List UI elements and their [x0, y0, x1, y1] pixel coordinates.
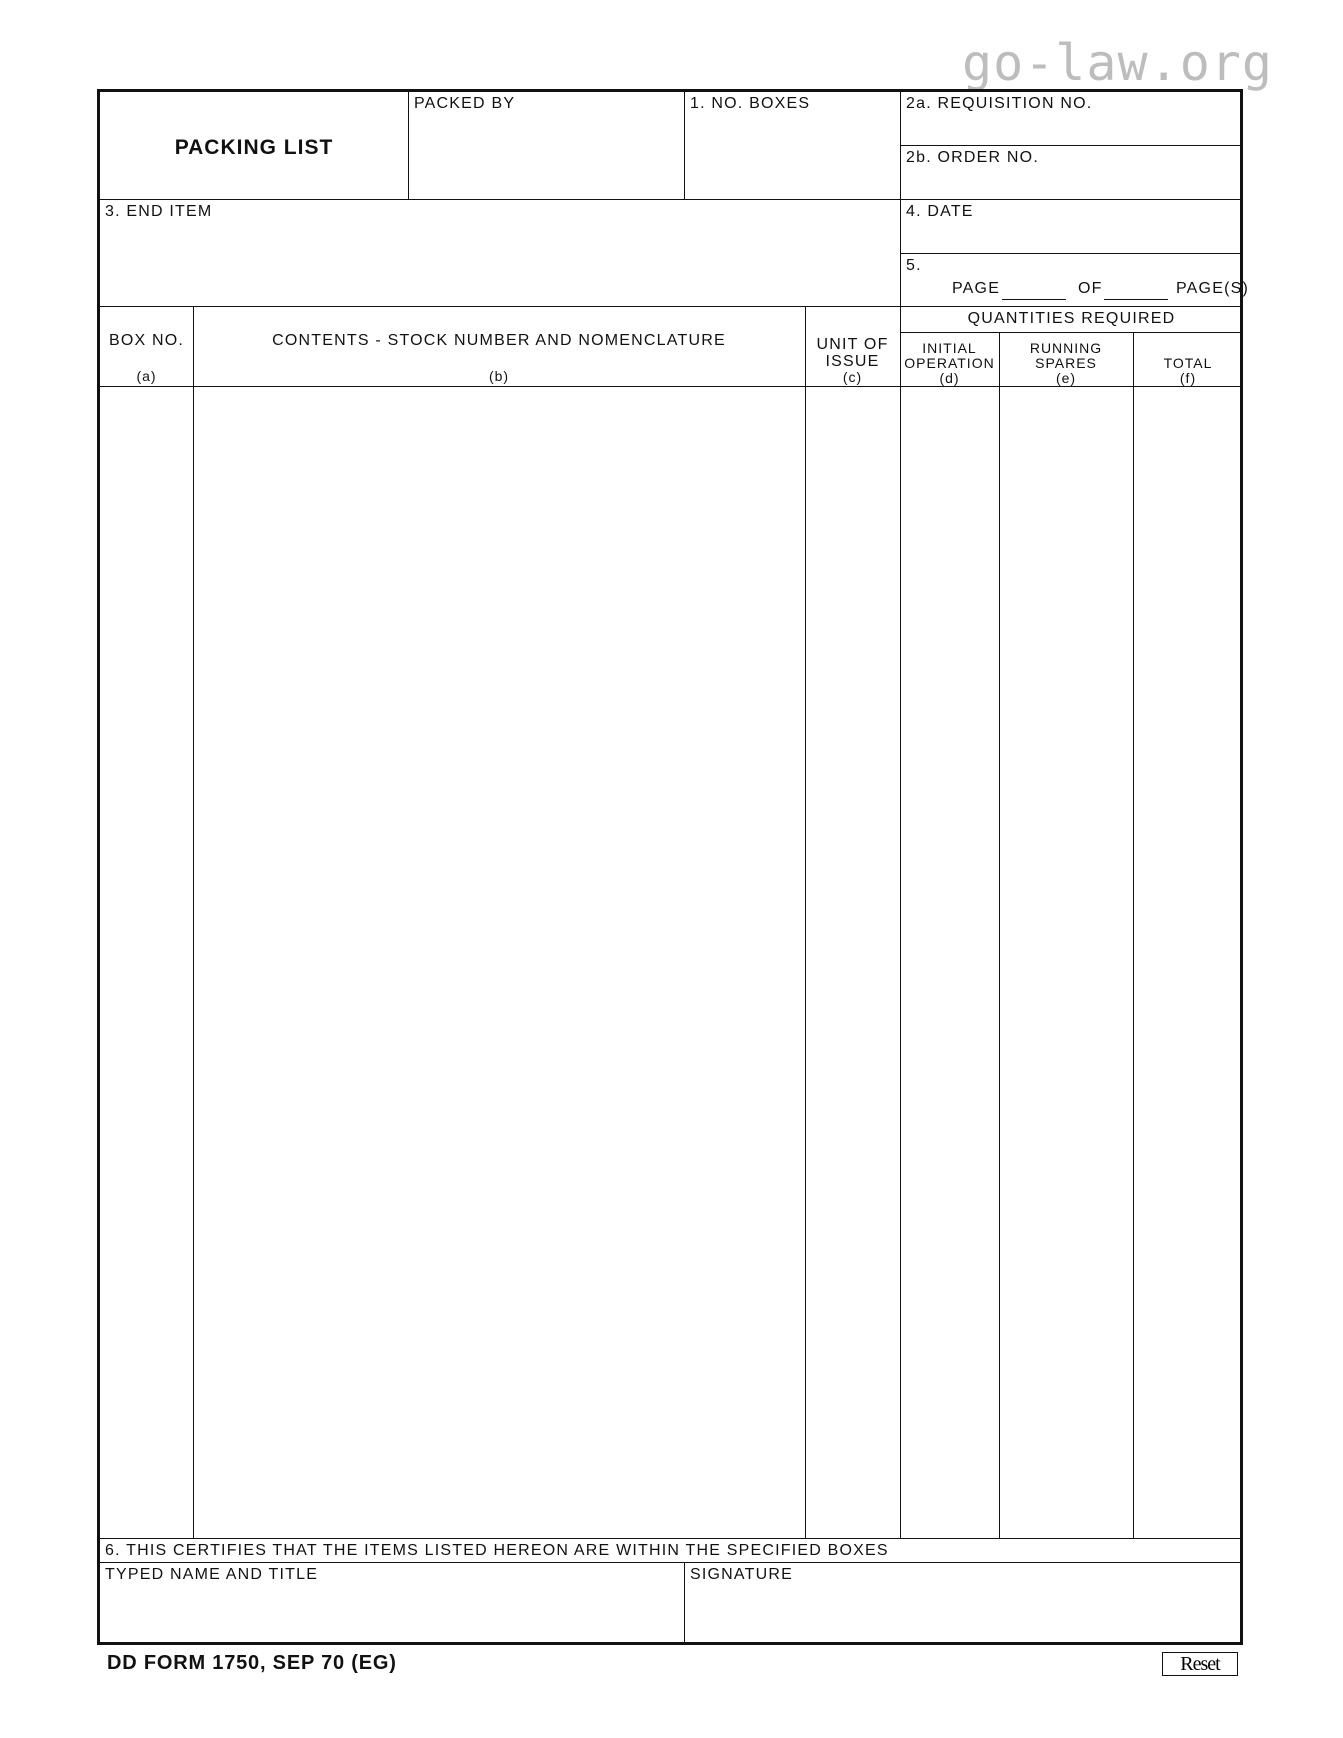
divider: [100, 1538, 1243, 1539]
page-blank-line: [1002, 299, 1066, 300]
pages-label: PAGE(S): [1176, 280, 1250, 297]
packing-list-form: [97, 89, 1250, 1645]
no-boxes-label: 1. NO. BOXES: [690, 95, 811, 112]
signature-field[interactable]: [688, 1586, 1239, 1642]
date-label: 4. DATE: [906, 203, 974, 220]
of-label: OF: [1078, 280, 1103, 297]
signature-label: SIGNATURE: [690, 1566, 793, 1583]
divider: [193, 306, 194, 1538]
no-boxes-field[interactable]: [688, 116, 896, 194]
box-no-header: BOX NO.: [108, 332, 185, 349]
quantities-required-label: QUANTITIES REQUIRED: [967, 310, 1176, 327]
of-blank-line: [1104, 299, 1168, 300]
divider: [805, 306, 806, 1538]
form-title: PACKING LIST: [174, 136, 334, 159]
contents-header: CONTENTS - STOCK NUMBER AND NOMENCLATURE: [272, 332, 726, 349]
divider: [900, 253, 1243, 254]
divider: [1133, 332, 1134, 1538]
order-no-field[interactable]: [904, 169, 1239, 197]
initial-operation-code: (d): [939, 370, 960, 386]
divider: [100, 306, 1243, 307]
running-spares-header-2: SPARES: [1035, 355, 1097, 371]
divider: [999, 332, 1000, 1538]
page-number-field[interactable]: [1002, 279, 1066, 299]
unit-of-issue-header-2: ISSUE: [825, 353, 880, 370]
running-spares-column-field[interactable]: [1003, 390, 1130, 1534]
divider: [684, 92, 685, 199]
item5-label: 5.: [906, 257, 922, 274]
date-field[interactable]: [904, 223, 1239, 251]
divider: [900, 332, 1243, 333]
typed-name-field[interactable]: [103, 1586, 681, 1642]
total-code: (f): [1179, 370, 1197, 386]
divider: [100, 386, 1243, 387]
contents-column-field[interactable]: [197, 390, 802, 1534]
certification-statement: 6. THIS CERTIFIES THAT THE ITEMS LISTED HEREON ARE WITHIN THE SPECIFIED BOXES: [105, 1542, 889, 1559]
initial-operation-header-2: OPERATION: [904, 355, 995, 371]
watermark-text: go-law.org: [962, 34, 1274, 92]
divider: [408, 92, 409, 199]
box-no-column-field[interactable]: [103, 390, 190, 1534]
contents-code: (b): [488, 368, 510, 384]
running-spares-code: (e): [1055, 370, 1077, 386]
order-no-label: 2b. ORDER NO.: [906, 149, 1039, 166]
total-header: TOTAL: [1163, 355, 1213, 371]
page-total-field[interactable]: [1104, 279, 1168, 299]
unit-of-issue-code: (c): [842, 369, 863, 385]
end-item-field[interactable]: [103, 224, 896, 302]
divider: [100, 199, 1243, 200]
unit-of-issue-column-field[interactable]: [809, 390, 897, 1534]
typed-name-label: TYPED NAME AND TITLE: [105, 1566, 319, 1583]
form-identifier: DD FORM 1750, SEP 70 (EG): [107, 1652, 397, 1674]
initial-operation-header-1: INITIAL: [922, 340, 977, 356]
reset-button[interactable]: Reset: [1162, 1652, 1238, 1676]
divider: [100, 1562, 1243, 1563]
divider: [900, 145, 1243, 146]
divider: [684, 1562, 685, 1645]
divider: [900, 92, 901, 1538]
running-spares-header-1: RUNNING: [1029, 340, 1103, 356]
requisition-no-label: 2a. REQUISITION NO.: [906, 95, 1093, 112]
packed-by-field[interactable]: [412, 116, 680, 194]
requisition-no-field[interactable]: [904, 115, 1239, 143]
total-column-field[interactable]: [1137, 390, 1240, 1534]
initial-operation-column-field[interactable]: [904, 390, 996, 1534]
unit-of-issue-header-1: UNIT OF: [816, 336, 889, 353]
box-no-code: (a): [136, 368, 157, 384]
page-label: PAGE: [952, 280, 1001, 297]
end-item-label: 3. END ITEM: [105, 203, 213, 220]
packed-by-label: PACKED BY: [414, 95, 516, 112]
